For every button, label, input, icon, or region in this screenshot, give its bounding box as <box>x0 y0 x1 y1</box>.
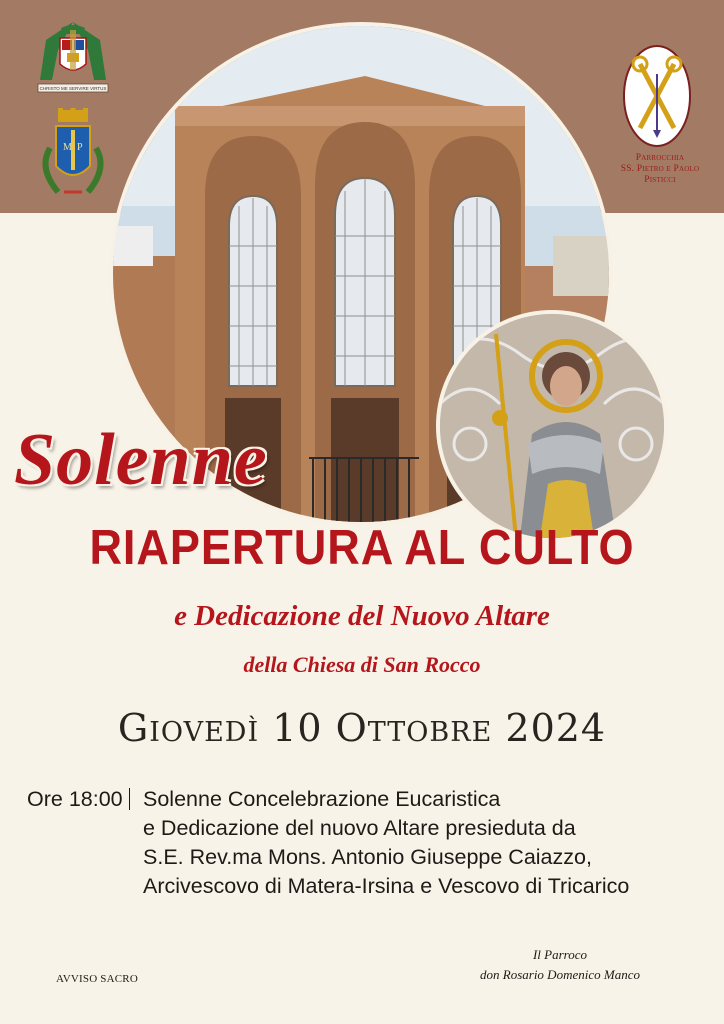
event-time-row <box>27 785 136 814</box>
subtitle-chiesa: della Chiesa di San Rocco <box>243 652 481 677</box>
town-arms-letter-m: M <box>63 142 72 153</box>
parish-name <box>598 153 722 186</box>
event-description <box>143 785 629 901</box>
saint-rocco-statue-photo <box>436 310 668 542</box>
town-arms-letter-p: P <box>77 142 83 153</box>
avviso-sacro-label: AVVISO SACRO <box>56 973 138 985</box>
time-separator <box>129 788 130 810</box>
program-line-2: e Dedicazione del nuovo Altare presieduta da <box>143 816 576 840</box>
signature-role: Il Parroco <box>532 947 588 962</box>
program-line-1: Solenne Concelebrazione Eucaristica <box>143 787 501 811</box>
subtitle-dedicazione: e Dedicazione del Nuovo Altare <box>174 600 550 632</box>
title-riapertura-al-culto: RIAPERTURA AL CULTO <box>89 521 635 575</box>
signature-name: don Rosario Domenico Manco <box>480 967 640 982</box>
parish-name-line-1: Parrocchia <box>635 153 685 163</box>
town-coat-of-arms <box>36 108 110 204</box>
event-time: Ore 18:00 <box>27 787 123 811</box>
archdiocese-coat-of-arms <box>36 20 110 96</box>
event-date: Giovedì 10 Ottobre 2024 <box>117 706 607 750</box>
arch-motto: CHRISTO ME SERVIRE VIRTUS <box>39 86 107 91</box>
program-line-3: S.E. Rev.ma Mons. Antonio Giuseppe Caiazzo, <box>143 845 592 869</box>
parish-priest-signature <box>460 945 660 985</box>
parish-name-line-3: Pisticci <box>644 175 676 185</box>
title-solenne: Solenne <box>14 419 268 501</box>
parish-keys-logo <box>622 40 692 148</box>
program-line-4: Arcivescovo di Matera-Irsina e Vescovo di Tricarico <box>143 874 630 898</box>
parish-name-line-2: SS. Pietro e Paolo <box>620 164 700 174</box>
